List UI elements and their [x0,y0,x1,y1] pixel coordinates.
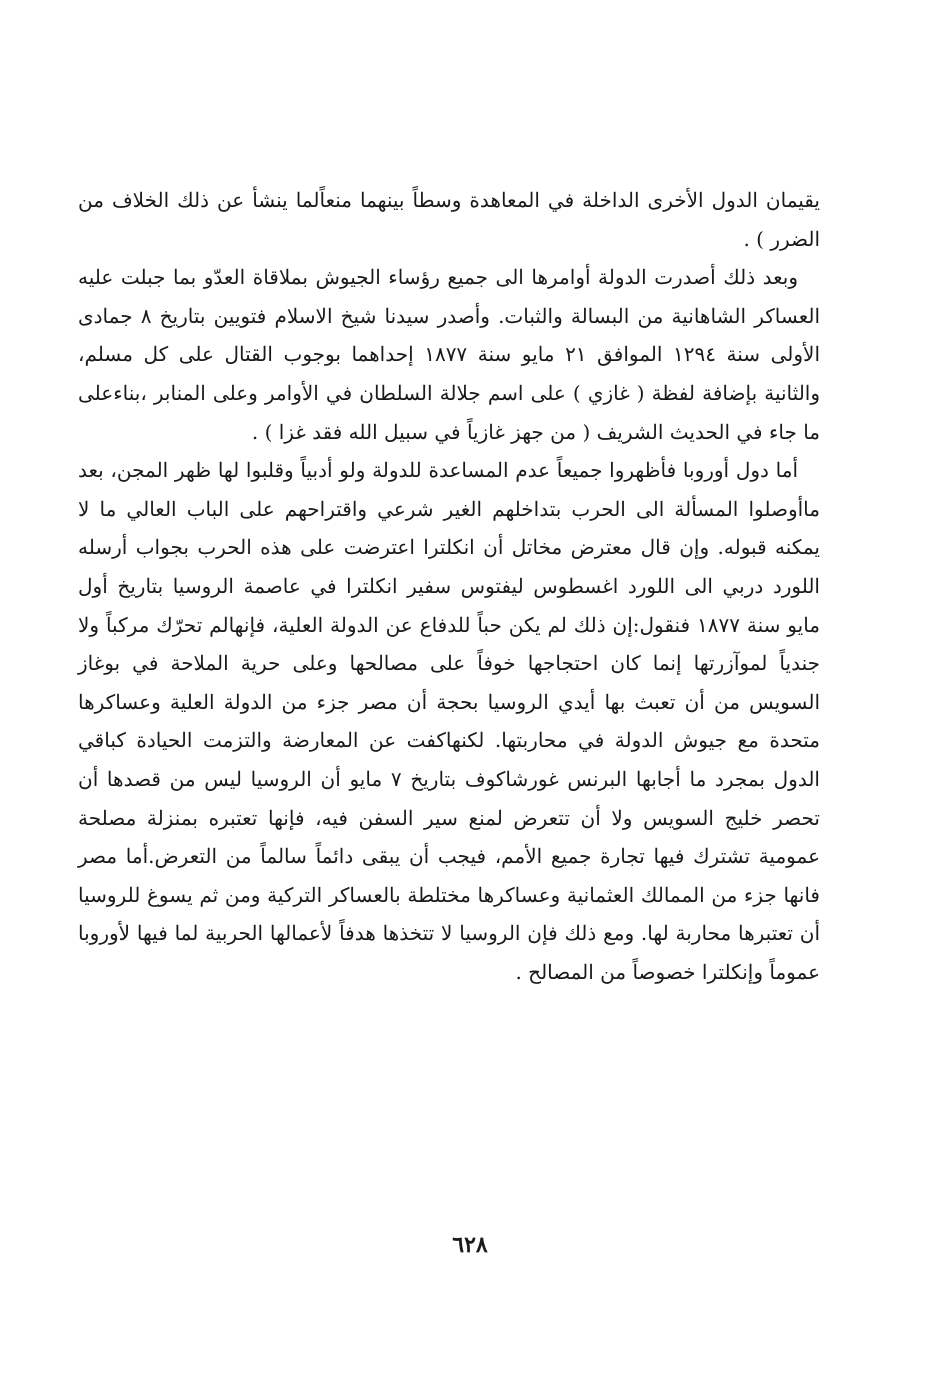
paragraph-3: أما دول أوروبا فأظهروا جميعاً عدم المساعدة للدولة ولو أدبياً وقلبوا لها ظهر المجن، بعد ماأوصلوا المسألة الى الحرب بتداخلهم الغير شرعي واقتراحهم على الباب العالي ما لا يمكنه قبوله. وإن قال معترض مخاتل أن انكلترا اعترضت على هذه الحرب بجواب أرسله اللورد دربي الى اللورد اغسطوس ليفتوس سفير انكلترا في عاصمة الروسيا بتاريخ أول مايو سنة ١٨٧٧ فنقول:إن ذلك لم يكن حباً للدفاع عن الدولة العلية، فإنهالم تحرّك مركباً ولا جندياً لموآزرتها إنما كان احتجاجها خوفاً على مصالحها وعلى حرية الملاحة في بوغاز السويس من أن تعبث بها أيدي الروسيا بحجة أن مصر جزء من الدولة العلية وعساكرها متحدة مع جيوش الدولة في محاربتها. لكنهاكفت عن المعارضة والتزمت الحيادة كباقي الدول بمجرد ما أجابها البرنس غورشاكوف بتاريخ ٧ مايو أن الروسيا ليس من قصدها أن تحصر خليج السويس ولا أن تتعرض لمنع سير السفن فيه، فإنها تعتبره بمنزلة مصلحة عمومية تشترك فيها تجارة جميع الأمم، فيجب أن يبقى دائماً سالماً من التعرض.أما مصر فانها جزء من الممالك العثمانية وعساكرها مختلطة بالعساكر التركية ومن ثم يسوغ للروسيا أن تعتبرها محاربة لها. ومع ذلك فإن الروسيا لا تتخذها هدفاً لأعمالها الحربية لما فيها لأوروبا عموماً وإنكلترا خصوصاً من المصالح . [78,458,821,984]
paragraph-2: وبعد ذلك أصدرت الدولة أوامرها الى جميع رؤساء الجيوش بملاقاة العدّو بما جبلت عليه العساكر الشاهانية من البسالة والثبات. وأصدر سيدنا شيخ الاسلام فتويين بتاريخ ٨ جمادى الأولى سنة ١٢٩٤ الموافق ٢١ مايو سنة ١٨٧٧ إحداهما بوجوب القتال على كل مسلم، والثانية بإضافة لفظة ( غازي ) على اسم جلالة السلطان في الأوامر وعلى المنابر ،بناءعلى ما جاء في الحديث الشريف ( من جهز غازياً في سبيل الله فقد غزا ) . [78,265,820,444]
paragraph-1: يقيمان الدول الأخرى الداخلة في المعاهدة وسطاً بينهما منعاًلما ينشأ عن ذلك الخلاف من الضرر ) . [78,188,820,251]
page-number: ٦٢٨ [452,1232,488,1258]
body-text [78,181,820,991]
